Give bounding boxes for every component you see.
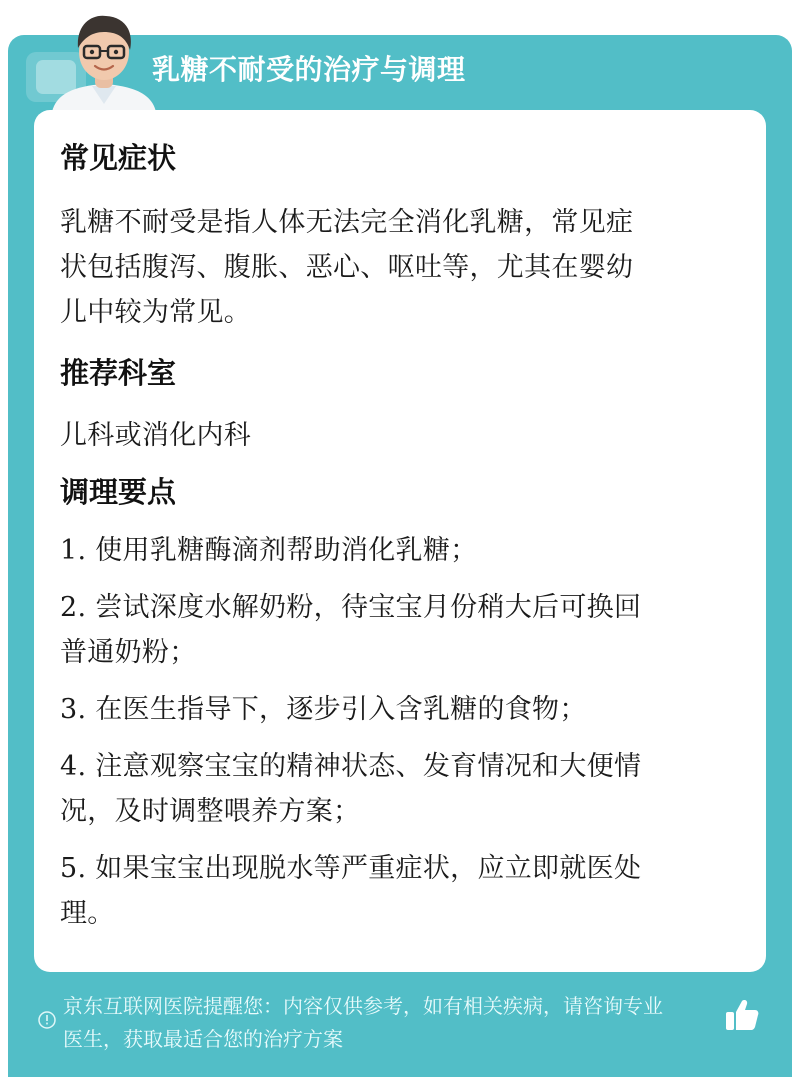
care-item-text: 注意观察宝宝的精神状态、发育情况和大便情 [86, 751, 642, 782]
thumbs-up-icon[interactable] [724, 998, 760, 1032]
care-item-text: 况，及时调整喂养方案； [60, 796, 361, 827]
care-item-text: 如果宝宝出现脱水等严重症状，应立即就医处 [86, 853, 642, 884]
article-content [60, 136, 740, 936]
care-item-text: 尝试深度水解奶粉，待宝宝月份稍大后可换回 [86, 592, 642, 623]
doctor-avatar [48, 8, 160, 112]
info-icon [37, 1010, 57, 1030]
symptoms-heading: 常见症状 [60, 141, 177, 175]
care-item-number: 1. [60, 535, 87, 566]
symptoms-line: 乳糖不耐受是指人体无法完全消化乳糖，常见症 [60, 207, 634, 238]
care-heading: 调理要点 [60, 475, 177, 509]
symptoms-line: 状包括腹泻、腹胀、恶心、呕吐等，尤其在婴幼 [60, 252, 634, 283]
care-item [60, 528, 740, 573]
care-item [60, 744, 740, 834]
care-item [60, 846, 740, 936]
symptoms-text [60, 200, 740, 335]
care-item-number: 2. [60, 592, 87, 623]
disclaimer [63, 990, 729, 1056]
care-item [60, 687, 740, 732]
symptoms-line: 儿中较为常见。 [60, 297, 252, 328]
disclaimer-line: 京东互联网医院提醒您：内容仅供参考，如有相关疾病，请咨询专业 [63, 994, 663, 1018]
department-text: 儿科或消化内科 [60, 420, 252, 451]
care-item-text: 普通奶粉； [60, 637, 197, 668]
care-item-text: 使用乳糖酶滴剂帮助消化乳糖； [86, 535, 478, 566]
care-item-number: 4. [60, 751, 87, 782]
page-title: 乳糖不耐受的治疗与调理 [152, 53, 466, 86]
care-item-number: 3. [60, 694, 87, 725]
care-item-number: 5. [60, 853, 87, 884]
department-heading: 推荐科室 [60, 356, 177, 390]
care-item [60, 585, 740, 675]
care-item-text: 在医生指导下，逐步引入含乳糖的食物； [86, 694, 587, 725]
disclaimer-line: 医生，获取最适合您的治疗方案 [63, 1027, 343, 1051]
care-item-text: 理。 [60, 898, 115, 929]
